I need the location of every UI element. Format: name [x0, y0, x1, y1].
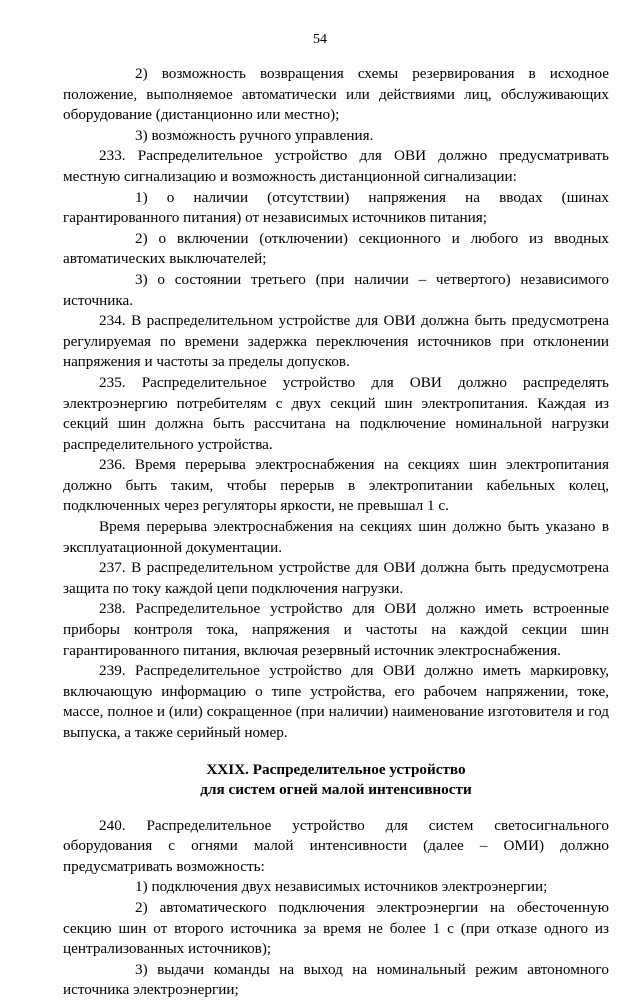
section-title-line-2: для систем огней малой интенсивности [200, 780, 472, 798]
list-number: 3) [135, 126, 148, 144]
list-text: выдачи команды на выход на номинальный режим автономного источника электроэнергии; [63, 960, 609, 999]
paragraph-240: 240. Распределительное устройство для систем светосигнального оборудования с огнями малой интенсивности (далее – ОМИ) должно предусматривать возможность: [63, 816, 609, 875]
list-number: 1) [135, 188, 148, 206]
paragraph-238: 238. Распределительное устройство для ОВИ должно иметь встроенные приборы контроля тока, напряжения и частоты на каждой секции шин гарантированного питания, включая резервный источник электроснабжения. [63, 600, 609, 659]
list-number: 2) [135, 65, 148, 82]
list-text: о наличии (отсутствии) напряжения на вводах (шинах гарантированного питания) от независимых источников питания; [63, 188, 610, 227]
list-text: возможность возвращения схемы резервирования в исходное положение, выполняемое автоматически или действиями лиц, обслуживающих оборудование (дистанционно или местно); [63, 65, 609, 124]
section-title-line-1: XXIX. Распределительное устройство [206, 760, 466, 778]
list-item [63, 960, 609, 1001]
section-heading [63, 760, 609, 800]
paragraph-234: 234. В распределительном устройстве для ОВИ должна быть предусмотрена регулируемая по времени задержка переключения источников при отклонении напряжения и частоты за пределы допусков. [63, 312, 609, 371]
list-number: 1) [135, 878, 148, 896]
list-item [63, 898, 609, 960]
list-number: 2) [135, 229, 148, 247]
paragraph-236-note: Время перерыва электроснабжения на секциях шин должно быть указано в эксплуатационной документации. [63, 518, 609, 556]
list-number: 3) [135, 270, 148, 288]
list-text: о включении (отключении) секционного и любого из вводных автоматических выключателей; [63, 229, 610, 268]
list-item [63, 126, 609, 147]
list-item [63, 229, 609, 270]
page-number: 54 [313, 32, 327, 47]
document-body [63, 64, 609, 1001]
list-number: 3) [135, 960, 148, 978]
paragraph-235: 235. Распределительное устройство для ОВИ должно распределять электроэнергию потребителям с двух секций шин электропитания. Каждая из секций шин должна быть рассчитана на подключение номинальной нагрузки распределительного устройства. [63, 373, 609, 453]
list-number: 2) [135, 898, 148, 916]
list-item [63, 270, 609, 311]
paragraph-236: 236. Время перерыва электроснабжения на секциях шин электропитания должно быть таким, чтобы перерыв в электропитании кабельных колец, подключенных через регуляторы яркости, не превышал 1 с. [63, 456, 609, 515]
list-item [63, 188, 609, 229]
paragraph-233: 233. Распределительное устройство для ОВИ должно предусматривать местную сигнализацию и возможность дистанционной сигнализации: [63, 147, 609, 185]
list-text: автоматического подключения электроэнергии на обесточенную секцию шин от второго источника за время не более 1 с (при отказе одного из централизованных источников); [63, 898, 610, 958]
paragraph-237: 237. В распределительном устройстве для ОВИ должна быть предусмотрена защита по току каждой цепи подключения нагрузки. [63, 559, 609, 597]
list-item [63, 877, 609, 898]
list-text: возможность ручного управления. [151, 126, 374, 144]
list-text: о состоянии третьего (при наличии – четвертого) независимого источника. [63, 270, 610, 309]
list-item [63, 64, 609, 126]
list-text: подключения двух независимых источников электроэнергии; [151, 878, 548, 896]
paragraph-239: 239. Распределительное устройство для ОВИ должно иметь маркировку, включающую информацию о типе устройства, его рабочем напряжении, токе, массе, полное и (или) сокращенное (при наличии) наименование изготовителя и год выпуска, а также серийный номер. [63, 662, 609, 741]
